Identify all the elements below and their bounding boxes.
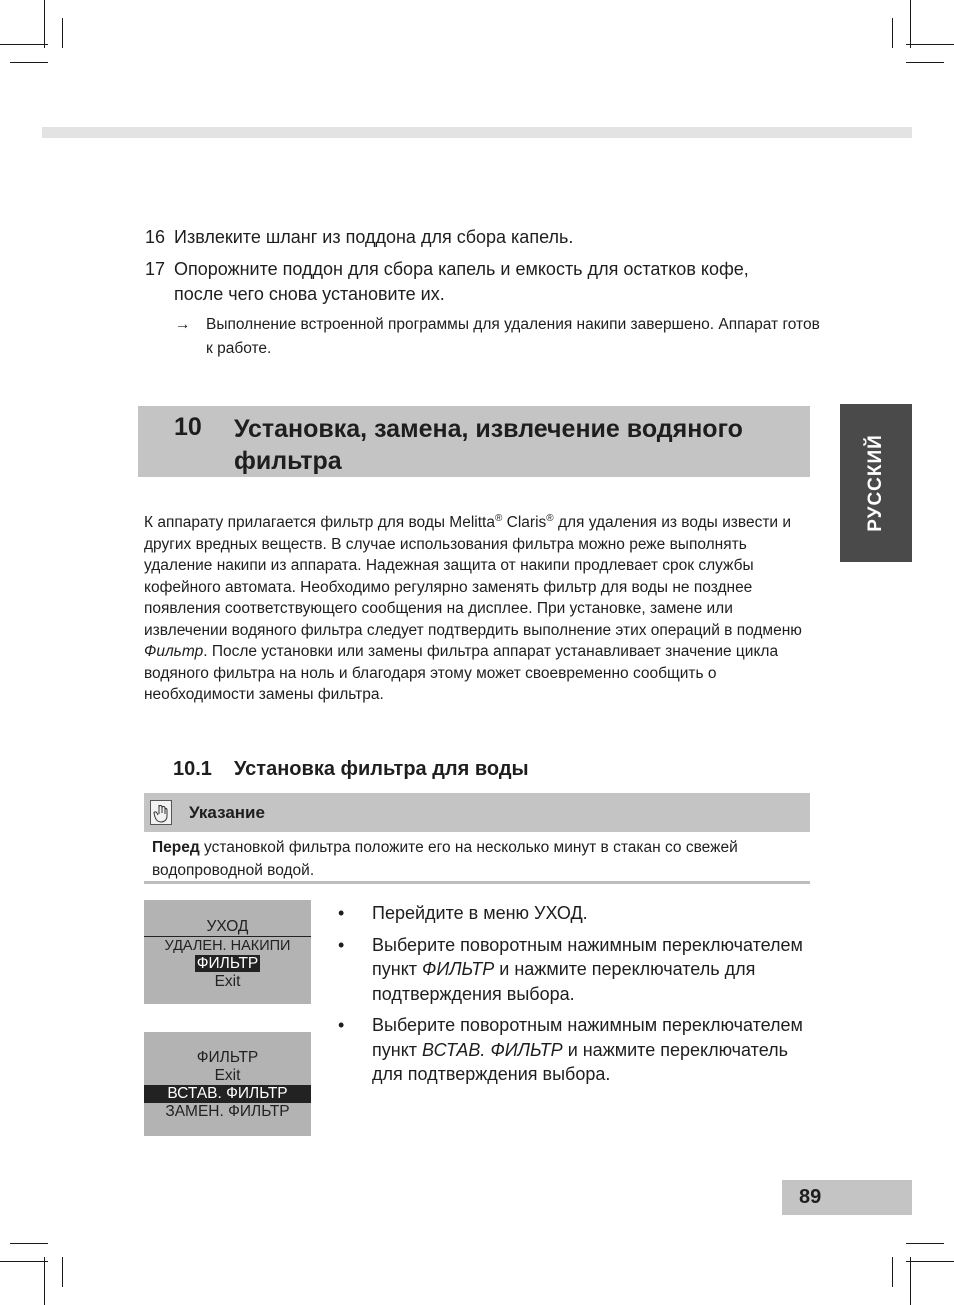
step-text: Извлеките шланг из поддона для сбора капель. [174,227,574,247]
crop-mark [906,44,954,45]
list-item-text: и нажмите переключатель для подтверждения выбора. [372,959,756,1004]
crop-mark [906,1243,944,1244]
note-divider [144,881,810,884]
screen-line-selected [144,955,311,973]
note-header [144,793,810,832]
body-text: Claris [502,514,547,532]
body-text: для удаления из воды извести и других вредных веществ. В случае использования фильтра можно реже выполнять удаление накипи из аппарата. Надежная защита от накипи продлевает срок службы кофейного автомата. Необходимо регулярно заменять фильтр для воды не позднее появления соответствующего сообщения на дисплее. При установке, замене или извлечении водяного фильтра следует подтвердить выполнение этих операций в подменю [144,514,802,639]
screen-line: Exit [214,1067,241,1084]
step-number: 17 [145,259,166,279]
screen-line: УДАЛЕН. НАКИПИ [164,938,291,954]
crop-mark [892,18,893,48]
screen-line: УХОД [144,918,311,937]
page-number: 89 [799,1186,822,1208]
menu-item-name: ФИЛЬТР [422,959,495,979]
list-item [338,1013,808,1087]
list-item [338,933,808,1007]
arrow-right-icon: → [175,316,191,333]
crop-mark [892,1257,893,1287]
hand-icon [150,800,172,825]
screen-line: Exit [214,973,241,990]
list-item-text: Выберите поворотным нажимным переключателем пункт [372,934,803,979]
submenu-name: Фильтр [144,643,204,661]
body-text: К аппарату прилагается фильтр для воды Melitta [144,514,495,532]
crop-mark [62,1257,63,1287]
crop-mark [44,1257,45,1305]
instruction-list [338,901,808,1094]
step-number: 16 [145,227,166,247]
crop-mark [44,0,45,48]
page-number-box [782,1180,912,1215]
display-screen-care-menu [144,900,311,1004]
step-text: Опорожните поддон для сбора капель и емкость для остатков кофе, после чего снова установите их. [174,259,749,304]
bullet-icon: • [338,903,345,923]
note-bold: Перед [152,839,200,856]
list-item-text: Перейдите в меню УХОД. [372,903,588,923]
crop-mark [910,0,911,48]
registered-mark: ® [494,513,503,524]
note-text [152,837,802,882]
bullet-icon: • [338,1015,345,1035]
crop-mark [0,1261,48,1262]
list-item [338,901,808,926]
header-bar [42,127,912,138]
list-item-text: и нажмите переключатель для подтверждения выбора. [372,1039,789,1084]
bullet-icon: • [338,934,345,955]
subsection-number: 10.1 [173,758,212,780]
result-text: Выполнение встроенной программы для удаления накипи завершено. Аппарат готов к работе. [206,316,820,357]
body-text: . После установки или замены фильтра аппарат устанавливает значение цикла водяного фильтра на ноль и благодаря этому может своевременно сообщить о необходимости замены фильтра. [144,643,779,704]
section-heading [138,406,810,477]
section-number: 10 [174,413,202,441]
screen-line: ЗАМЕН. ФИЛЬТР [165,1103,290,1120]
screen-selected-text: ФИЛЬТР [196,955,259,972]
crop-mark [62,18,63,48]
note-body-text: установкой фильтра положите его на несколько минут в стакан со свежей водопроводной водой. [152,839,738,879]
subsection-heading [173,758,529,781]
intro-paragraph [144,508,814,706]
language-label: РУССКИЙ [865,434,886,532]
section-title: Установка, замена, извлечение водяного фильтра [234,415,743,475]
crop-mark [0,44,48,45]
subsection-title: Установка фильтра для воды [234,758,529,780]
screen-line: ФИЛЬТР [196,1049,259,1066]
menu-item-name: ВСТАВ. ФИЛЬТР [422,1039,563,1060]
registered-mark: ® [546,513,554,524]
crop-mark [906,1261,954,1262]
language-tab [840,404,912,562]
screen-line-selected: ВСТАВ. ФИЛЬТР [144,1085,311,1103]
display-screen-filter-menu [144,1032,311,1136]
crop-mark [910,1257,911,1305]
crop-mark [10,1243,48,1244]
crop-mark [906,62,944,63]
crop-mark [10,62,48,63]
note-label: Указание [189,803,265,822]
list-item-text: Выберите поворотным нажимным переключателем пункт [372,1015,803,1060]
